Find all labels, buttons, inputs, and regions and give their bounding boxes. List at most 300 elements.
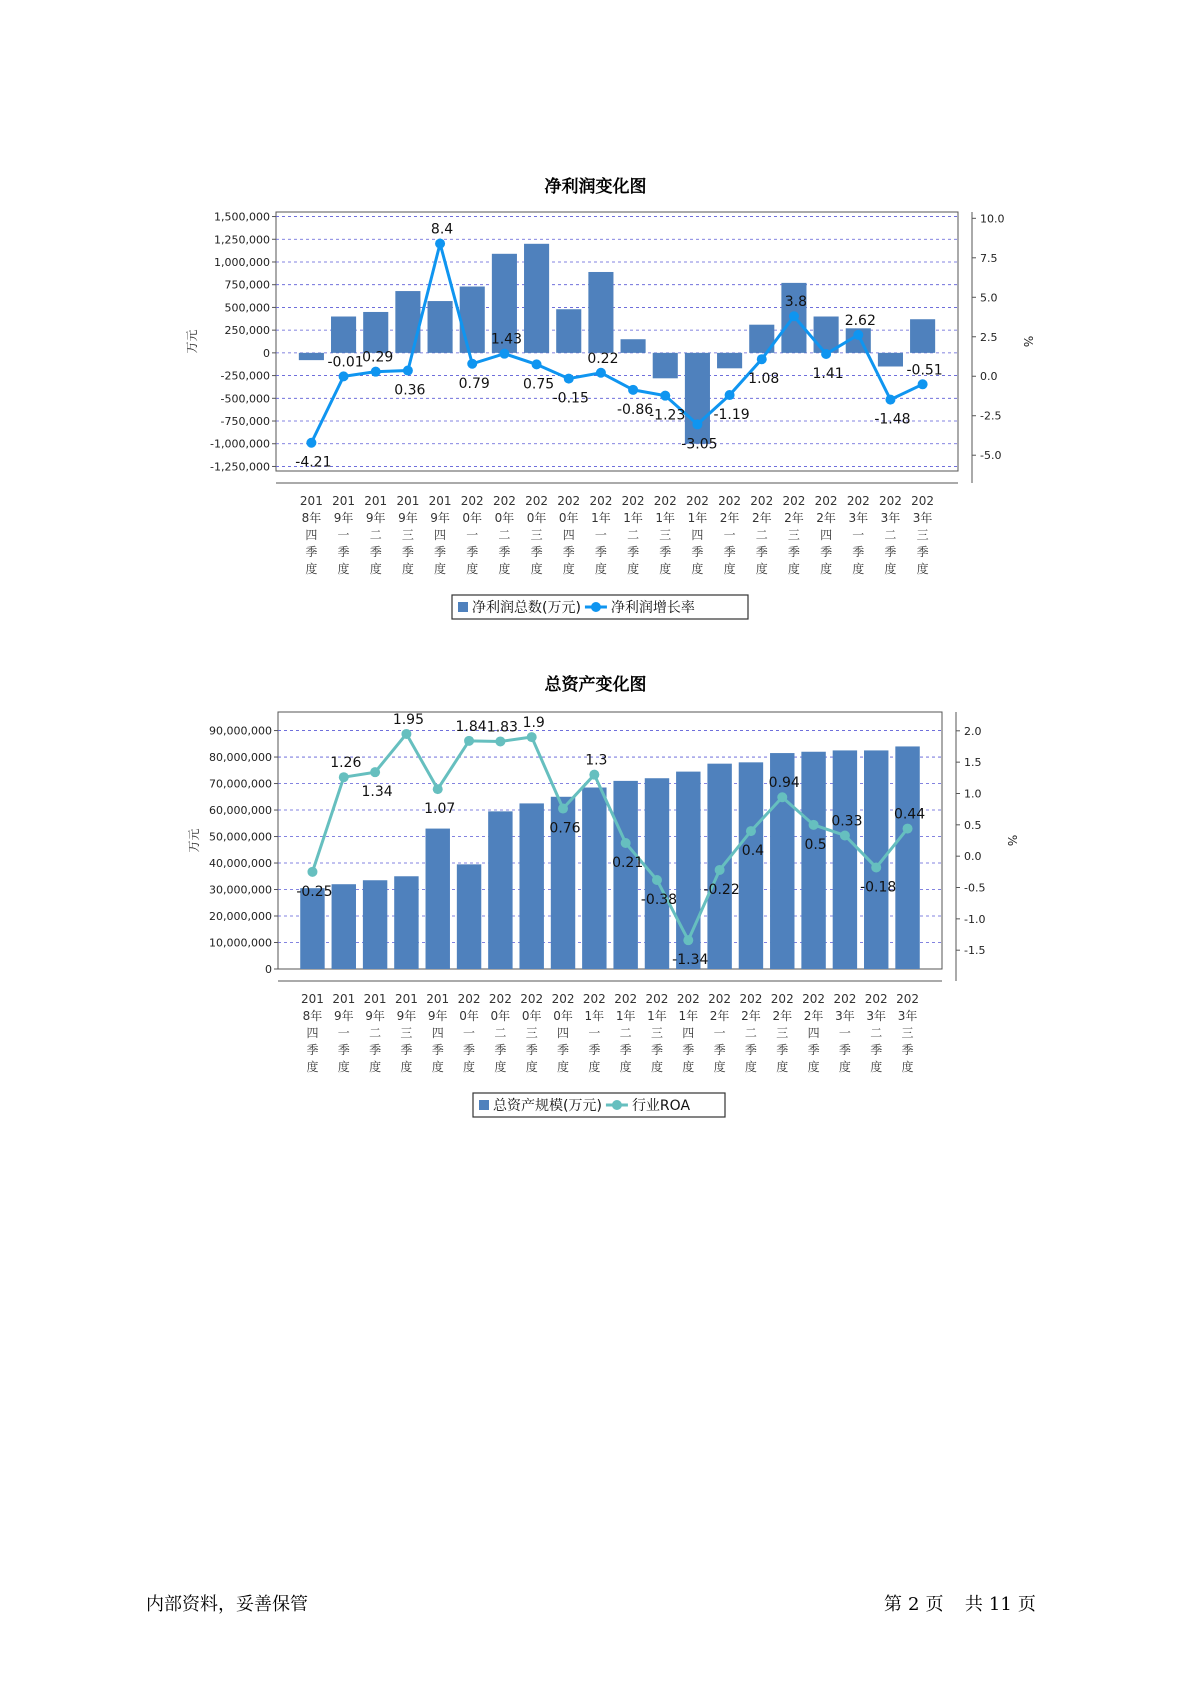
chart2-category-label: 二	[744, 1026, 757, 1040]
chart1-category-label: 季	[820, 545, 833, 559]
chart1-data-label: 1.41	[812, 365, 844, 382]
chart2-bar	[801, 752, 825, 969]
chart2-category-label: 季	[431, 1043, 444, 1057]
chart1-right-tick-label: 5.0	[980, 291, 998, 305]
chart2-line-point	[558, 804, 568, 814]
chart2-category-label: 202	[645, 992, 669, 1006]
chart1-line-point	[885, 395, 895, 405]
chart2-category-label: 201	[332, 992, 356, 1006]
chart1-data-label: 2.62	[844, 312, 876, 329]
chart2-data-label: 1.9	[522, 715, 545, 732]
chart1-category-label: 度	[691, 562, 704, 576]
chart2-title: 总资产变化图	[544, 675, 647, 695]
chart2-category-label: 202	[708, 992, 732, 1006]
chart2-category-label: 0年	[490, 1009, 511, 1023]
chart2-left-tick-label: 10,000,000	[209, 936, 272, 950]
chart2-category-label: 度	[713, 1060, 726, 1074]
chart2-category-label: 三	[776, 1026, 789, 1040]
chart2-right-tick-label: 0.5	[964, 818, 982, 832]
chart1-category-label: 度	[594, 562, 607, 576]
chart1-category-label: 四	[434, 528, 447, 542]
chart2-category-label: 度	[807, 1060, 820, 1074]
chart1-legend-line-label: 净利润增长率	[610, 600, 695, 616]
chart2-left-tick-label: 50,000,000	[209, 830, 272, 844]
chart2-line-point	[683, 935, 693, 945]
chart2-category-label: 二	[870, 1026, 883, 1040]
chart2-line-point	[433, 784, 443, 794]
chart1-category-label: 季	[755, 545, 768, 559]
chart1-category-label: 202	[782, 494, 806, 508]
chart1-category-label: 202	[750, 494, 774, 508]
chart1-bar	[717, 353, 742, 368]
chart1-bar	[460, 287, 485, 353]
chart2-line-point	[495, 736, 505, 746]
chart2-category-label: 度	[744, 1060, 757, 1074]
chart2-category-label: 季	[306, 1043, 319, 1057]
chart2-category-label: 季	[650, 1043, 663, 1057]
chart1-left-tick-label: -750,000	[220, 415, 270, 429]
chart2-category-label: 一	[713, 1026, 726, 1040]
chart2-data-label: 0.4	[741, 843, 765, 860]
chart2-data-label: 0.44	[893, 806, 926, 823]
chart1-category-label: 3年	[912, 511, 933, 525]
chart2-category-label: 202	[864, 992, 888, 1006]
chart1-category-label: 2年	[719, 511, 740, 525]
chart1-bar	[524, 244, 549, 353]
chart1-data-label: 1.43	[490, 331, 522, 348]
chart2-left-tick-label: 80,000,000	[209, 751, 272, 765]
chart2-data-label: 1.3	[585, 752, 608, 769]
chart2-category-label: 1年	[678, 1009, 699, 1023]
footer-page-info	[884, 1590, 1042, 1616]
page-label-2: 页	[925, 1594, 944, 1615]
chart2-category-label: 度	[337, 1060, 350, 1074]
footer-confidential-note: 内部资料，妥善保管	[146, 1594, 308, 1615]
chart2-category-label: 四	[431, 1026, 444, 1040]
chart1-category-label: 度	[723, 562, 736, 576]
chart2-category-label: 202	[551, 992, 575, 1006]
chart1-category-label: 202	[814, 494, 838, 508]
chart1-category-label: 一	[723, 528, 736, 542]
chart2-category-label: 度	[619, 1060, 632, 1074]
chart1-category-label: 201	[332, 494, 356, 508]
chart1-right-tick-label: 2.5	[980, 330, 998, 344]
chart1-category-label: 二	[369, 528, 382, 542]
chart1-legend-line-marker	[591, 602, 601, 612]
chart2-category-label: 8年	[302, 1009, 323, 1023]
chart2-category-label: 202	[802, 992, 826, 1006]
chart2-bar	[895, 746, 919, 969]
chart1-category-label: 度	[820, 562, 833, 576]
chart2-category-label: 二	[494, 1026, 507, 1040]
chart2-data-label: -0.38	[640, 891, 678, 908]
chart1-category-label: 2年	[751, 511, 772, 525]
chart2-category-label: 度	[776, 1060, 789, 1074]
chart1-category-label: 1年	[687, 511, 708, 525]
chart2-left-tick-label: 90,000,000	[209, 724, 272, 738]
chart1-category-label: 201	[299, 494, 323, 508]
chart2-category-label: 2年	[709, 1009, 730, 1023]
chart2-bar	[739, 762, 763, 969]
chart2-left-tick-label: 30,000,000	[209, 883, 272, 897]
chart2-category-label: 四	[306, 1026, 319, 1040]
chart1-category-label: 四	[562, 528, 575, 542]
chart2-category-label: 1年	[647, 1009, 667, 1023]
total-label: 共	[964, 1594, 983, 1615]
chart1-category-label: 季	[466, 545, 479, 559]
chart1-line-point	[789, 311, 799, 321]
chart2-right-axis-label: %	[1005, 834, 1019, 847]
chart2-category-label: 度	[870, 1060, 883, 1074]
chart2-data-label: 0.5	[804, 836, 827, 853]
chart2-category-label: 0年	[459, 1009, 479, 1023]
chart2-line-point	[589, 770, 599, 780]
chart2-data-label: -0.18	[860, 879, 897, 896]
chart2-category-label: 季	[807, 1043, 820, 1057]
chart1-data-label: -1.48	[874, 411, 911, 428]
chart2-left-axis-label: 万元	[187, 828, 201, 853]
chart2-category-label: 度	[494, 1060, 507, 1074]
chart1-line-point	[339, 371, 349, 381]
chart2-bar	[645, 778, 669, 969]
chart1-line-point	[467, 359, 477, 369]
chart2-category-label: 三	[650, 1026, 663, 1040]
chart2-category-label: 度	[682, 1060, 695, 1074]
chart2-data-label: -1.34	[672, 952, 709, 969]
chart1-right-tick-label: 7.5	[980, 251, 998, 265]
chart1-category-label: 9年	[430, 511, 450, 525]
chart2-category-label: 度	[400, 1060, 413, 1074]
chart1-category-label: 二	[627, 528, 640, 542]
chart2-line-point	[527, 732, 537, 742]
chart2-legend-line-marker	[612, 1100, 622, 1110]
chart1-category-label: 季	[401, 545, 414, 559]
chart1-left-axis-label: 万元	[185, 329, 199, 354]
chart2-category-label: 三	[525, 1026, 538, 1040]
chart2-line-point	[339, 772, 349, 782]
chart1-category-label: 一	[337, 528, 350, 542]
chart2-category-label: 202	[457, 992, 481, 1006]
chart1-category-label: 202	[718, 494, 742, 508]
chart1-line-point	[918, 379, 928, 389]
chart1-category-label: 一	[466, 528, 479, 542]
chart1-category-label: 202	[557, 494, 581, 508]
chart1-data-label: 0.36	[394, 382, 426, 399]
chart1-category-label: 度	[434, 562, 447, 576]
chart1-bar	[588, 272, 613, 353]
chart2-category-label: 一	[838, 1026, 851, 1040]
chart2-category-label: 202	[770, 992, 794, 1006]
chart1-category-label: 季	[627, 545, 640, 559]
chart1-category-label: 度	[369, 562, 382, 576]
chart2-category-label: 0年	[521, 1009, 542, 1023]
chart2-category-label: 度	[650, 1060, 663, 1074]
chart2-category-label: 201	[394, 992, 418, 1006]
chart1-bar	[621, 339, 646, 353]
chart2-category-label: 3年	[866, 1009, 887, 1023]
chart1-category-label: 度	[498, 562, 511, 576]
chart1-line-point	[532, 359, 542, 369]
page-label-3: 页	[1017, 1594, 1036, 1615]
chart1-data-label: 0.29	[362, 349, 394, 366]
chart1-right-tick-label: -5.0	[980, 449, 1002, 463]
chart2-category-label: 季	[744, 1043, 757, 1057]
chart2-category-label: 度	[901, 1060, 914, 1074]
chart2-line-point	[307, 867, 317, 877]
chart1-category-label: 202	[492, 494, 516, 508]
chart2-category-label: 季	[525, 1043, 538, 1057]
chart2-bar	[457, 864, 481, 969]
chart2-category-label: 202	[676, 992, 700, 1006]
chart2-data-label: 1.26	[330, 755, 362, 772]
chart1-category-label: 3年	[848, 511, 869, 525]
chart1-line-point	[757, 354, 767, 364]
chart1-right-axis-label: %	[1021, 335, 1035, 348]
chart1-category-label: 季	[723, 545, 736, 559]
chart1-line-point	[499, 349, 509, 359]
chart2-right-tick-label: 1.0	[964, 787, 982, 801]
chart2-line-point	[871, 862, 881, 872]
chart2-category-label: 季	[337, 1043, 350, 1057]
chart1-bar	[653, 353, 678, 378]
chart2-category-label: 1年	[584, 1009, 605, 1023]
chart1-category-label: 季	[659, 545, 672, 559]
chart1-category-label: 202	[653, 494, 677, 508]
chart1-legend-bar-label: 净利润总数(万元)	[472, 600, 581, 616]
chart2-data-label: 1.34	[361, 784, 393, 801]
chart1-left-tick-label: 1,500,000	[214, 210, 270, 224]
chart2-category-label: 一	[337, 1026, 350, 1040]
chart1-category-label: 季	[691, 545, 704, 559]
chart1-category-label: 季	[852, 545, 865, 559]
chart2-category-label: 1年	[615, 1009, 636, 1023]
chart1-category-label: 季	[305, 545, 318, 559]
chart1-left-tick-label: -500,000	[220, 392, 270, 406]
chart1-category-label: 一	[852, 528, 865, 542]
chart1-category-label: 9年	[333, 511, 354, 525]
chart1-line-point	[564, 374, 574, 384]
net-profit-chart	[0, 195, 1191, 655]
chart1-category-label: 202	[589, 494, 613, 508]
chart2-category-label: 季	[463, 1043, 476, 1057]
chart2-category-label: 度	[369, 1060, 382, 1074]
chart1-line-point	[853, 330, 863, 340]
chart2-legend-line-label: 行业ROA	[631, 1098, 691, 1114]
chart2-line-point	[715, 865, 725, 875]
chart1-category-label: 3年	[880, 511, 901, 525]
chart1-category-label: 四	[691, 528, 704, 542]
chart2-category-label: 2年	[803, 1009, 824, 1023]
chart1-category-label: 三	[916, 528, 929, 542]
chart1-line-point	[435, 239, 445, 249]
chart2-line-point	[809, 820, 819, 830]
chart2-right-tick-label: 1.5	[964, 756, 982, 770]
chart1-category-label: 202	[525, 494, 549, 508]
chart2-category-label: 二	[619, 1026, 632, 1040]
chart1-category-label: 三	[401, 528, 414, 542]
chart1-category-label: 季	[434, 545, 447, 559]
chart1-category-label: 0年	[526, 511, 547, 525]
chart2-category-label: 202	[614, 992, 638, 1006]
chart1-title: 净利润变化图	[544, 177, 647, 197]
total-pages: 11	[988, 1594, 1012, 1615]
chart2-data-label: 1.83	[486, 719, 518, 736]
chart2-category-label: 度	[463, 1060, 476, 1074]
chart2-data-label: 0.33	[831, 813, 863, 830]
chart2-category-label: 一	[463, 1026, 476, 1040]
chart1-category-label: 季	[530, 545, 543, 559]
chart2-category-label: 201	[426, 992, 450, 1006]
chart1-category-label: 季	[787, 545, 800, 559]
chart2-line-point	[903, 824, 913, 834]
chart2-category-label: 三	[400, 1026, 413, 1040]
chart2-category-label: 202	[582, 992, 606, 1006]
chart1-left-tick-label: 500,000	[224, 301, 270, 315]
chart2-category-label: 201	[300, 992, 324, 1006]
chart1-line-point	[821, 349, 831, 359]
chart2-category-label: 9年	[396, 1009, 417, 1023]
chart1-category-label: 1年	[655, 511, 676, 525]
chart1-category-label: 季	[594, 545, 607, 559]
chart2-category-label: 四	[682, 1026, 695, 1040]
chart2-right-tick-label: 0.0	[964, 850, 982, 864]
chart2-category-label: 9年	[365, 1009, 385, 1023]
chart1-data-label: -1.19	[713, 407, 750, 424]
chart1-left-tick-label: -1,000,000	[210, 437, 270, 451]
chart1-category-label: 1年	[623, 511, 643, 525]
chart2-category-label: 季	[713, 1043, 726, 1057]
chart1-bar	[910, 319, 935, 353]
chart2-line-point	[840, 830, 850, 840]
chart2-line-point	[652, 875, 662, 885]
chart2-category-label: 季	[557, 1043, 570, 1057]
chart1-data-label: -0.86	[616, 401, 654, 418]
chart2-line-point	[464, 736, 474, 746]
chart2-category-label: 三	[901, 1026, 914, 1040]
chart2-left-tick-label: 0	[265, 963, 272, 976]
chart1-category-label: 度	[884, 562, 897, 576]
chart1-category-label: 0年	[494, 511, 515, 525]
chart1-category-label: 2年	[784, 511, 804, 525]
chart2-category-label: 二	[369, 1026, 382, 1040]
chart1-left-tick-label: 1,000,000	[214, 255, 270, 269]
chart2-category-label: 9年	[333, 1009, 354, 1023]
chart2-legend-bar-swatch	[479, 1100, 489, 1110]
chart2-data-label: -0.22	[703, 881, 740, 898]
chart1-category-label: 度	[337, 562, 350, 576]
chart1-category-label: 二	[755, 528, 768, 542]
chart1-category-label: 四	[305, 528, 318, 542]
chart1-category-label: 二	[498, 528, 511, 542]
chart2-line-point	[621, 838, 631, 848]
chart1-data-label: 0.79	[458, 375, 490, 392]
chart2-category-label: 季	[776, 1043, 789, 1057]
chart2-data-label: 0.76	[549, 820, 581, 837]
chart1-category-label: 201	[364, 494, 388, 508]
chart2-category-label: 季	[838, 1043, 851, 1057]
chart1-category-label: 三	[659, 528, 672, 542]
chart1-bar	[685, 353, 710, 444]
chart2-legend-bar-label: 总资产规模(万元)	[493, 1098, 602, 1114]
chart2-data-label: 0.94	[768, 775, 800, 792]
chart2-category-label: 度	[306, 1060, 319, 1074]
chart1-category-label: 度	[916, 562, 929, 576]
chart1-data-label: -1.23	[649, 407, 686, 424]
chart2-line-point	[746, 826, 756, 836]
chart1-category-label: 季	[916, 545, 929, 559]
chart1-category-label: 季	[498, 545, 511, 559]
chart2-data-label: 0.21	[612, 855, 644, 872]
chart2-category-label: 3年	[897, 1009, 918, 1023]
chart2-category-label: 季	[588, 1043, 601, 1057]
chart2-category-label: 202	[833, 992, 857, 1006]
chart1-legend-bar-swatch	[458, 602, 468, 612]
chart1-bar	[331, 317, 356, 353]
chart1-line-point	[306, 438, 316, 448]
chart2-bar	[613, 781, 637, 969]
chart2-left-tick-label: 20,000,000	[209, 910, 272, 924]
chart1-category-label: 度	[466, 562, 479, 576]
chart1-category-label: 季	[369, 545, 382, 559]
chart2-left-tick-label: 40,000,000	[209, 857, 272, 871]
chart2-right-tick-label: -1.5	[964, 944, 986, 958]
chart1-line-point	[725, 390, 735, 400]
chart2-right-tick-label: -1.0	[964, 912, 986, 926]
chart2-category-label: 四	[807, 1026, 820, 1040]
chart1-category-label: 度	[305, 562, 318, 576]
chart2-category-label: 季	[619, 1043, 632, 1057]
chart2-bar	[488, 811, 512, 969]
chart1-category-label: 202	[621, 494, 645, 508]
chart1-data-label: 8.4	[430, 221, 454, 238]
chart2-category-label: 一	[588, 1026, 601, 1040]
chart1-data-label: 0.22	[587, 350, 619, 367]
chart2-category-label: 202	[488, 992, 512, 1006]
chart2-line-point	[370, 767, 380, 777]
chart1-bar	[878, 353, 903, 367]
chart2-category-label: 202	[896, 992, 920, 1006]
chart1-category-label: 度	[787, 562, 800, 576]
chart2-category-label: 202	[520, 992, 544, 1006]
chart2-line-point	[777, 792, 787, 802]
chart2-bar	[833, 750, 857, 969]
chart1-bar	[428, 301, 453, 353]
chart1-category-label: 1年	[591, 511, 611, 525]
chart2-bar	[394, 876, 418, 969]
chart2-bar	[519, 803, 543, 969]
chart1-line-point	[403, 366, 413, 376]
chart1-category-label: 度	[562, 562, 575, 576]
chart1-bar	[363, 312, 388, 353]
chart1-category-label: 二	[884, 528, 897, 542]
chart1-line-point	[692, 419, 702, 429]
chart2-category-label: 季	[901, 1043, 914, 1057]
chart1-category-label: 202	[911, 494, 935, 508]
chart1-category-label: 202	[460, 494, 484, 508]
chart1-data-label: -3.05	[681, 436, 718, 453]
chart1-category-label: 季	[337, 545, 350, 559]
chart2-category-label: 度	[431, 1060, 444, 1074]
chart2-category-label: 0年	[553, 1009, 573, 1023]
chart1-line-point	[596, 368, 606, 378]
chart2-data-label: 1.95	[392, 711, 425, 728]
page-label-1: 第	[884, 1594, 902, 1615]
chart1-right-tick-label: 0.0	[980, 370, 998, 384]
chart2-category-label: 季	[870, 1043, 883, 1057]
chart1-category-label: 度	[659, 562, 672, 576]
chart1-category-label: 度	[755, 562, 768, 576]
chart1-right-tick-label: -2.5	[980, 409, 1002, 423]
